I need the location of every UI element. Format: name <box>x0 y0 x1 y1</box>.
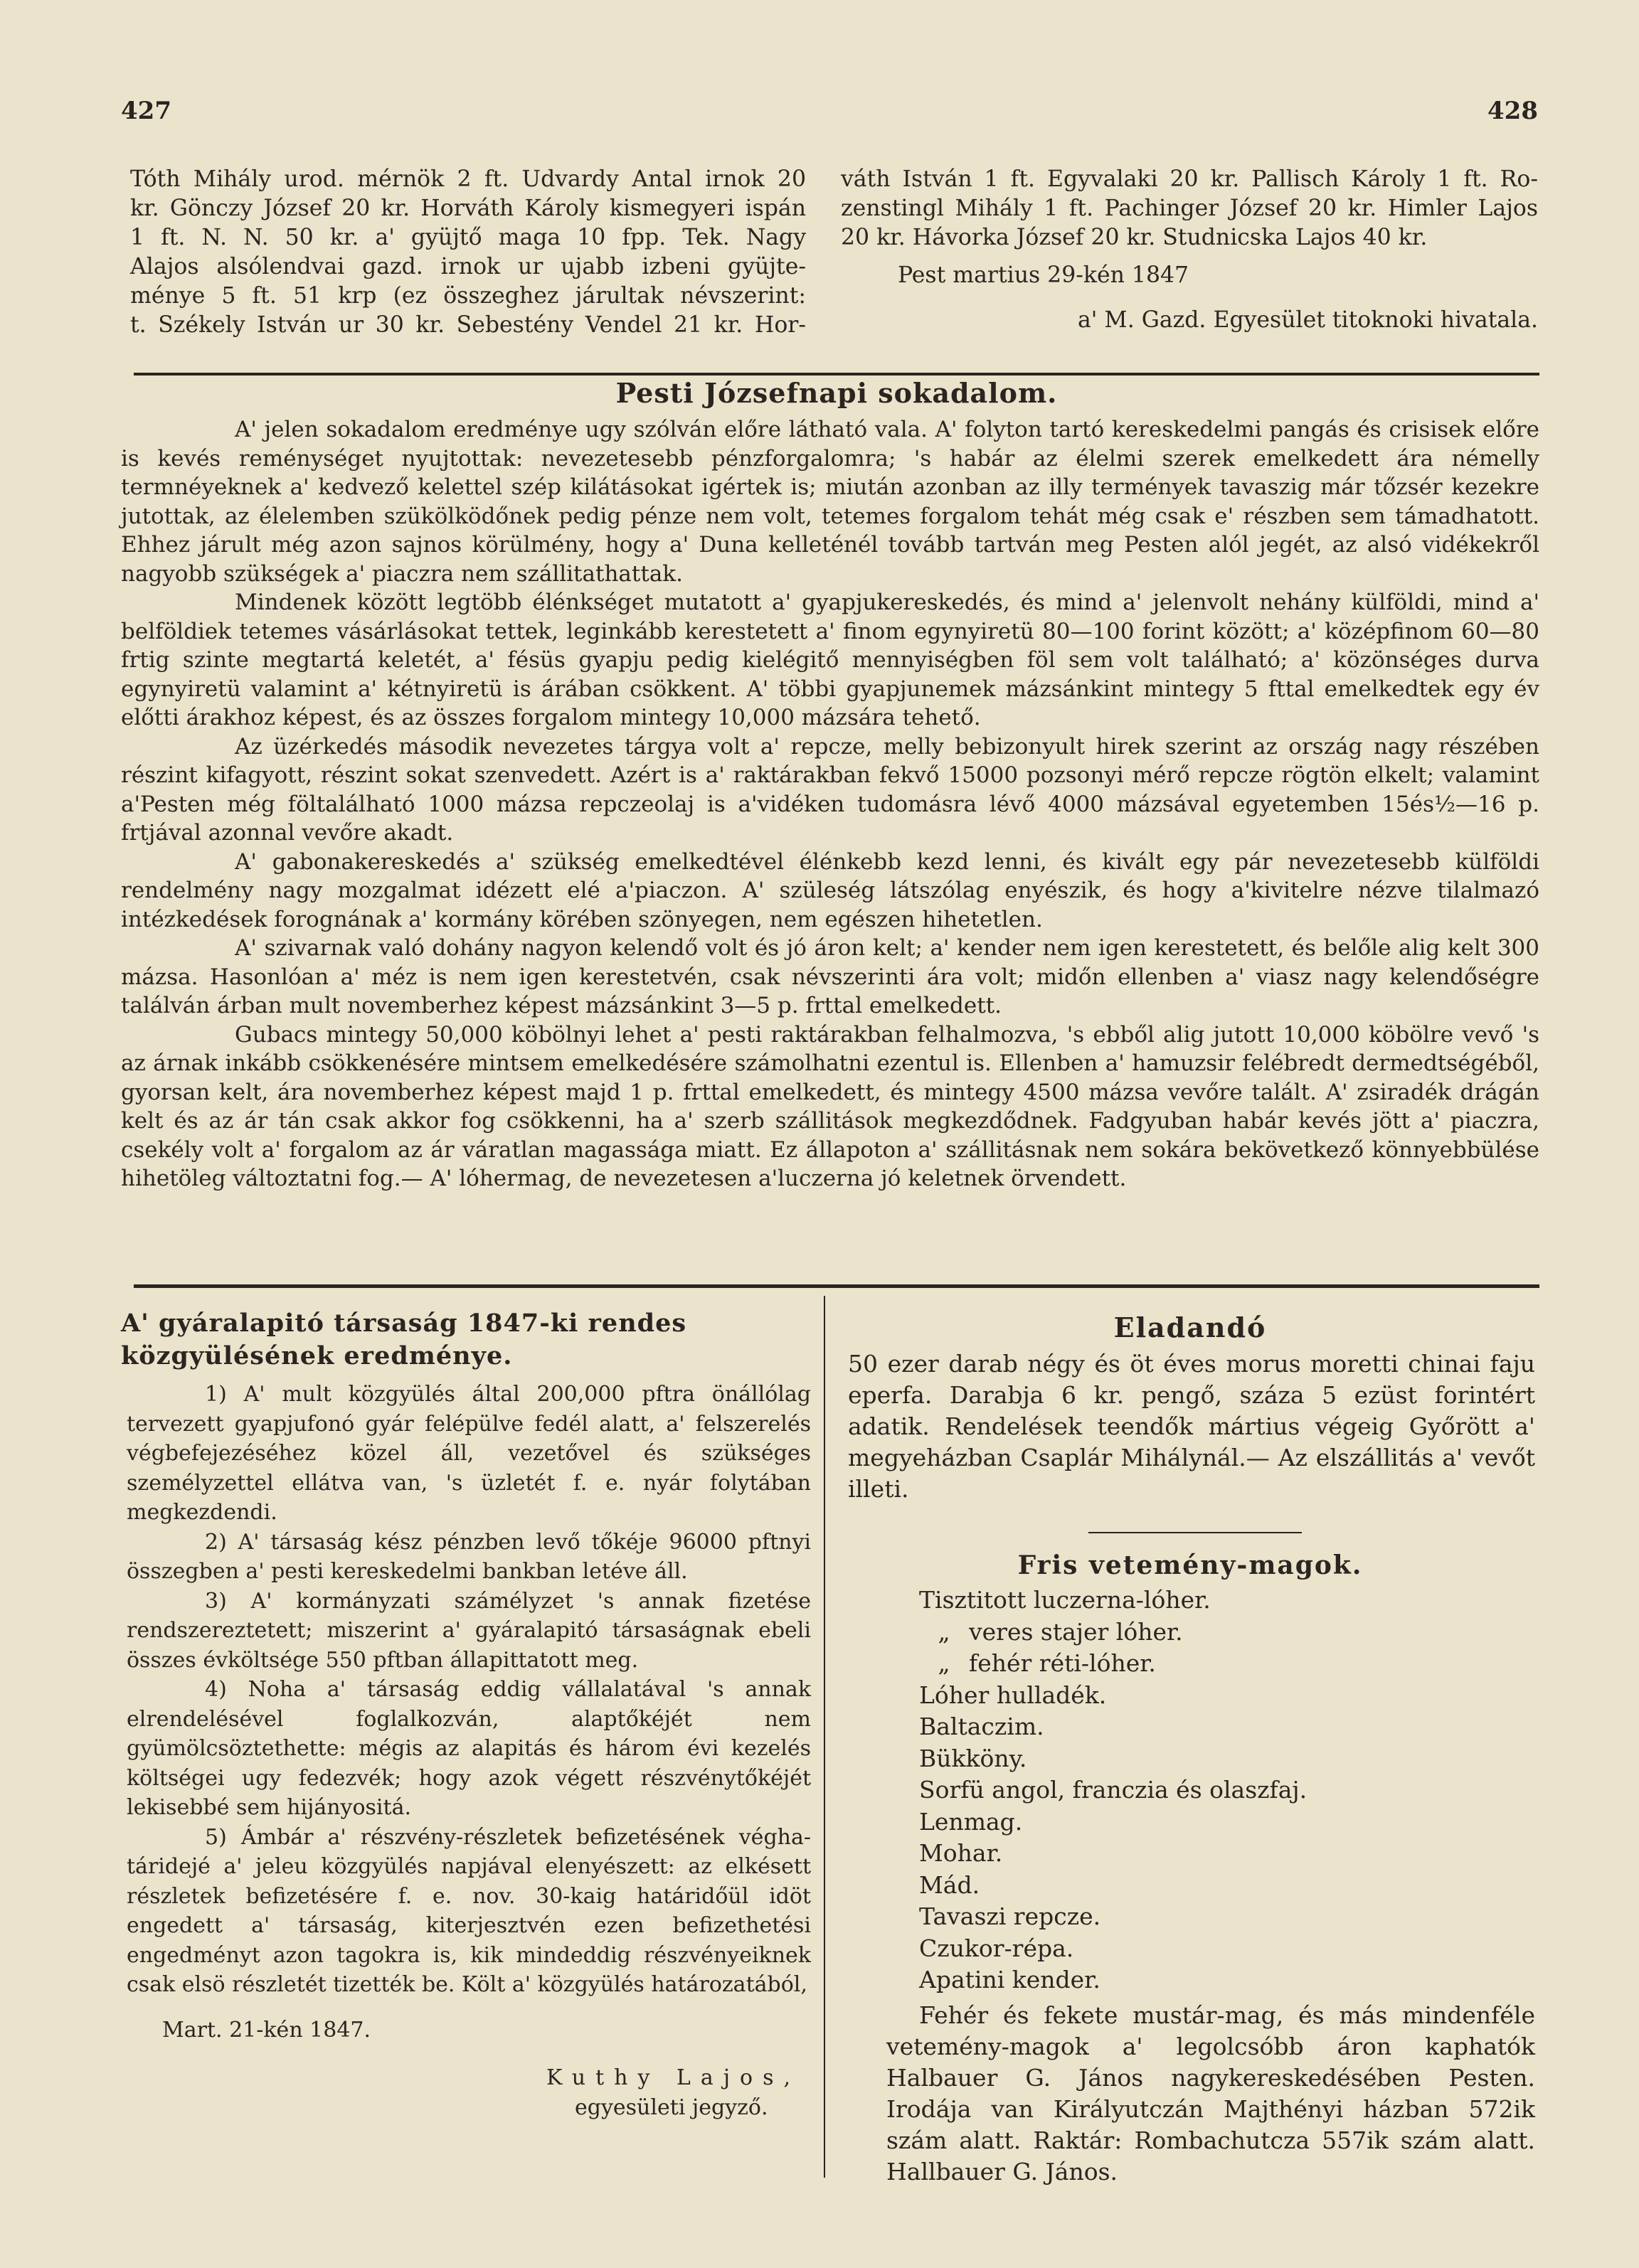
list-item-text: Tisztitott luczerna-lóher. <box>919 1586 1211 1614</box>
seeds-title: Fris vetemény-magok. <box>1017 1550 1363 1580</box>
sale-body <box>848 1348 1535 1505</box>
page-number-right: 428 <box>1487 97 1538 125</box>
ditto-mark: „ <box>938 1649 950 1677</box>
dateline: Mart. 21-kén 1847. <box>162 2017 371 2043</box>
text-line: Tóth Mihály urod. mérnök 2 ft. Udvardy Antal irnok 20 <box>130 166 806 192</box>
list-item <box>919 1680 1531 1712</box>
paragraph: A' jelen sokadalom eredménye ugy szólván előre látható vala. A' folyton tartó kereskedelmi pangás és crisisek előre is kevés reménységet nyujtottak: nevezetesebb pénzforgalomra; 's habár az élelmi szerek emelkedett ára némelly termnéyeknek a' kedvező kelettel szép kilátásokat igértek is; miután azonban az illy termények tavaszig már tőzsér kezekre jutottak, az élelemben szükölködőnek pedig pénze nem volt, tetemes forgalom tehát még csak e' részben sem támadhatott. Ehhez járult még azon sajnos körülmény, hogy a' Duna kelleténél tovább tartván meg Pesten alól jegét, az alsó vidékekről nagyobb szükségek a' piaczra nem szállitathattak. <box>121 417 1539 587</box>
market-report-title: Pesti Józsefnapi sokadalom. <box>615 377 1058 409</box>
list-item-text: Apatini kender. <box>919 1966 1100 1993</box>
paragraph: A' gabonakereskedés a' szükség emelkedtével élénkebb kezd lenni, és kivált egy pár nevezetesebb külföldi rendelmény nagy mozgalmat idézett elé a'piaczon. A' szüleség látszólag enyészik, és hogy a'kivitelre nézve tilalmazó intézkedések forognának a' kormány körében szönyegen, nem egészen hihetetlen. <box>121 848 1539 932</box>
list-item <box>919 1585 1531 1617</box>
list-item-text: Sorfü angol, franczia és olaszfaj. <box>919 1776 1308 1804</box>
list-item <box>919 1711 1531 1743</box>
numbered-item: 1) A' mult közgyülés által 200,000 pftra önállólag tervezett gyapjufonó gyár felépülve fedél alatt, a' felszerelés végbefejezéséhez közel áll, vezetővel és szükséges személyzettel ellátva van, 's üzletét f. e. nyár folytában megkezdendi. <box>127 1382 811 1525</box>
page-number-left: 427 <box>121 97 171 125</box>
seeds-footer-text: Fehér és fekete mustár-mag, és más mindenféle vetemény-magok a' legolcsóbb áron kaphatók Halbauer G. János nagykereskedésében Pesten. Irodája van Királyutczán Majthényi házban 572ik szám alatt. Raktár: Rombachutcza 557ik szám alatt. Hallbauer G. János. <box>886 2001 1535 2186</box>
text-line: ménye 5 ft. 51 krp (ez összeghez járultak névszerint: <box>130 283 806 309</box>
list-item-text: fehér réti-lóher. <box>969 1649 1156 1677</box>
text-line: 20 kr. Hávorka József 20 kr. Studnicska Lajos 40 kr. <box>841 225 1428 250</box>
signature-title: egyesületi jegyző. <box>575 2094 768 2120</box>
paragraph: A' szivarnak való dohány nagyon kelendő volt és jó áron kelt; a' kender nem igen kerestetett, és belőle alig kelt 300 mázsa. Hasonlóan a' méz is nem igen kerestetvén, csak névszerinti ára volt; midőn ellenben a' viasz nagy kelendőségre találván árban mult novemberhez képest mázsánkint 3—5 p. frttal emelkedett. <box>121 935 1539 1018</box>
numbered-item: 4) Noha a' társaság eddig vállalatával 's annak elrendelésével foglalkozván, alaptőkéjét nem gyümölcsöztethette: mégis az alapitás és három évi kezelés költségei ugy fedezvék; hogy azok végett részvénytőkéjét lekisebbé sem hijányositá. <box>127 1677 811 1820</box>
list-item-text: Mád. <box>919 1870 980 1899</box>
list-item <box>919 1648 1531 1680</box>
seeds-footer <box>886 2000 1535 2188</box>
text-line: kr. Gönczy József 20 kr. Horváth Károly kismegyeri ispán <box>130 196 806 221</box>
list-item <box>919 1617 1531 1649</box>
sale-title: Eladandó <box>1113 1311 1267 1343</box>
factory-report-title: A' gyáralapitó társaság 1847-ki rendes közgyülésének eredménye. <box>121 1309 687 1370</box>
list-item <box>919 1743 1531 1775</box>
top-left-column <box>130 165 806 340</box>
market-report-body <box>121 415 1539 1193</box>
divider-rule <box>134 1284 1539 1288</box>
divider-rule <box>134 373 1539 376</box>
signature: a' M. Gazd. Egyesület titoknoki hivatala. <box>1077 307 1538 333</box>
paragraph: Gubacs mintegy 50,000 köbölnyi lehet a' pesti raktárakban felhalmozva, 's ebből alig jutott 10,000 köbölre vevő 's az árnak inkább csökkenésére mintsem emelkedésére számolhatni ezentul is. Ellenben a' hamuzsir felébredt dermedtségéből, gyorsan kelt, ára novemberhez képest majd 1 p. frttal emelkedett, és mintegy 4500 mázsa vevőre talált. A' zsiradék drágán kelt és az ár tán csak akkor fog csökkenni, ha a' szerb szállitások megkezdődnek. Fadgyuban habár kevés jött a' piaczra, csekély volt a' forgalom az ár váratlan magassága miatt. Ez állapoton a' szállitásnak nem sokára bekövetkező könnyebbülése hihetöleg változtatni fog.— A' lóhermag, de nevezetesen a'luczerna jó keletnek örvendett. <box>121 1021 1539 1191</box>
paragraph: Mindenek között legtöbb élénkséget mutatott a' gyapjukereskedés, és mind a' jelenvolt nehány külföldi, mind a' belföldiek tetemes vásárlásokat tettek, leginkább kerestetett a' finom egynyiretü 80—100 forint között; a' középfinom 60—80 frtig szinte megtartá keletét, a' fésüs gyapju pedig kielégitő mennyiségben föl sem volt található; a' közönséges durva egynyiretü valamint a' kétnyiretü is árában csökkent. A' többi gyapjunemek mázsánkint mintegy 5 fttal emelkedtek egy év előtti árakhoz képest, és az összes forgalom mintegy 10,000 mázsára tehető. <box>121 590 1539 730</box>
list-item <box>919 1933 1531 1965</box>
list-item <box>919 1838 1531 1870</box>
text-line: Alajos alsólendvai gazd. irnok ur ujabb izbeni gyüjte- <box>130 254 806 279</box>
text-line: 1 ft. N. N. 50 kr. a' gyüjtő maga 10 fpp. Tek. Nagy <box>130 225 806 250</box>
text-line: váth István 1 ft. Egyvalaki 20 kr. Pallisch Károly 1 ft. Ro- <box>841 166 1538 192</box>
list-item-text: Tavaszi repcze. <box>919 1902 1101 1930</box>
column-separator <box>824 1296 825 2178</box>
signature-name: Kuthy Lajos, <box>546 2065 801 2090</box>
ditto-mark: „ <box>938 1617 950 1646</box>
numbered-item: 2) A' társaság kész pénzben levő tőkéje 96000 pftnyi összegben a' pesti kereskedelmi bankban letéve áll. <box>127 1529 811 1584</box>
paragraph: Az üzérkedés második nevezetes tárgya volt a' repcze, melly bebizonyult hirek szerint az ország nagy részében részint kifagyott, részint sokat szenvedett. Azért is a' raktárakban fekvő 15000 pozsonyi mérő repcze rögtön elkelt; valamint a'Pesten még föltalálható 1000 mázsa repczeolaj is a'vidéken tudomásra lévő 4000 mázsával egyetemben 15és½—16 p. frtjával azonnal vevőre akadt. <box>121 733 1539 846</box>
top-right-column <box>841 165 1538 335</box>
list-item-text: Czukor-répa. <box>919 1934 1074 1962</box>
list-item <box>919 1806 1531 1838</box>
factory-report-body <box>127 1380 811 2122</box>
numbered-item: 3) A' kormányzati számélyzet 's annak fizetése rendszereztetett; miszerint a' gyáralapitó társaságnak ebeli összes évköltsége 550 pftban állapittatott meg. <box>127 1588 811 1673</box>
list-item <box>919 1964 1531 1996</box>
list-item-text: Mohar. <box>919 1839 1003 1867</box>
numbered-item: 5) Ámbár a' részvény-részletek befizetésének végha-táridejé a' jeleu közgyülés napjával elenyészett: az elkésett részletek befizetésére f. e. nov. 30-kaig határidőül idöt engedett a' társaság, kiterjesztvén ezen befizethetési engedményt azon tagokra is, kik mindeddig részvényeiknek csak elsö részletét tizették be. Költ a' közgyülés határozatából, <box>127 1824 811 1997</box>
list-item-text: Bükköny. <box>919 1744 1027 1772</box>
seeds-list <box>919 1585 1531 1996</box>
list-item <box>919 1901 1531 1933</box>
divider-rule <box>1088 1532 1302 1533</box>
sale-text: 50 ezer darab négy és öt éves morus moretti chinai faju eperfa. Darabja 6 kr. pengő, százа 5 ezüst forintért adatik. Rendelések teendők mártius végeig Győrött a' megyeházban Csaplár Mihálynál.— Az elszállitás a' vevőt illeti. <box>848 1350 1535 1503</box>
list-item <box>919 1870 1531 1902</box>
list-item <box>919 1774 1531 1806</box>
dateline: Pest martius 29-kén 1847 <box>898 262 1189 288</box>
list-item-text: Lóher hulladék. <box>919 1681 1107 1709</box>
list-item-text: Baltaczim. <box>919 1713 1044 1740</box>
text-line: t. Székely István ur 30 kr. Sebestény Vendel 21 kr. Hor- <box>130 312 806 338</box>
text-line: zenstingl Mihály 1 ft. Pachinger József 20 kr. Himler Lajos <box>841 196 1538 221</box>
list-item-text: Lenmag. <box>919 1807 1023 1836</box>
list-item-text: veres stajer lóher. <box>969 1617 1183 1646</box>
